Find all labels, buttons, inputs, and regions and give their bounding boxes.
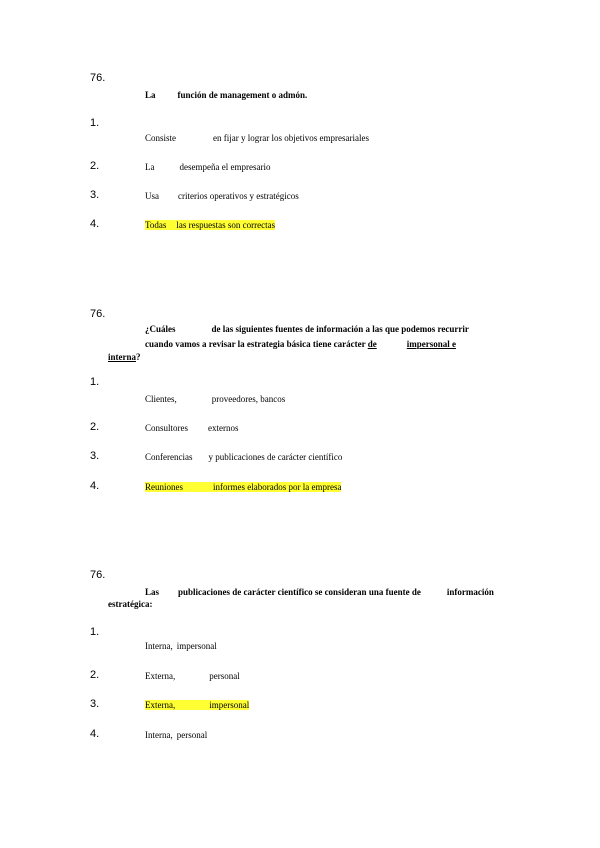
option-label: Consiste (145, 133, 177, 143)
option-label: criterios operativos y estratégicos (178, 191, 299, 201)
question-2-prompt-line-3 (108, 352, 141, 362)
option-label: Externa, (145, 700, 176, 710)
question-1-option-4-correct[interactable] (145, 220, 275, 230)
question-2-option-4-number: 4. (90, 480, 100, 492)
question-3-option-4[interactable] (145, 730, 207, 740)
question-2-option-1-number: 1. (90, 376, 100, 388)
question-2-prompt-underlined: de impersonal e (367, 339, 456, 349)
question-2-prompt-part: de las siguientes fuentes de información a las que podemos recurrir (211, 324, 469, 334)
option-label: Usa (145, 191, 159, 201)
question-1-option-1[interactable] (145, 133, 369, 143)
question-1-option-4-number: 4. (90, 218, 100, 230)
question-2-option-4-correct[interactable] (145, 482, 341, 492)
option-label: Interna, (145, 641, 173, 651)
question-3-prompt-part: publicaciones de carácter científico se consideran una fuente de (178, 587, 421, 597)
option-label: externos (208, 423, 239, 433)
option-label: Consultores (145, 423, 189, 433)
question-1-option-2-number: 2. (90, 160, 100, 172)
question-3-option-3-number: 3. (90, 698, 100, 710)
question-3-option-2-number: 2. (90, 669, 100, 681)
option-label: Externa, (145, 671, 176, 681)
question-3-prompt-line-2 (108, 599, 152, 609)
option-label: Todas (145, 220, 167, 230)
question-1-prompt-part: . (305, 90, 308, 100)
question-2-prompt-part: ¿Cuáles (145, 324, 176, 334)
question-2-option-3[interactable] (145, 452, 342, 462)
question-1-option-3-number: 3. (90, 189, 100, 201)
option-label: personal (209, 671, 240, 681)
question-3-prompt-part: : (149, 599, 153, 609)
question-1-option-1-number: 1. (90, 117, 100, 129)
question-2-option-1[interactable] (145, 394, 285, 404)
option-label: impersonal (176, 641, 217, 651)
question-2-prompt-line-2 (145, 339, 456, 349)
question-3-prompt-line-1 (145, 587, 494, 597)
question-3-option-4-number: 4. (90, 728, 100, 740)
question-1-option-3[interactable] (145, 191, 299, 201)
question-3-option-3-correct[interactable] (145, 700, 249, 710)
question-3-option-1[interactable] (145, 641, 217, 651)
question-2-option-2[interactable] (145, 423, 239, 433)
option-label: Reuniones (145, 482, 183, 492)
option-label: las respuestas son correctas (176, 220, 276, 230)
question-1-prompt-part: La (145, 90, 156, 100)
question-1-option-2[interactable] (145, 162, 270, 172)
question-3-option-2[interactable] (145, 671, 240, 681)
question-2-prompt-line-1 (145, 324, 469, 334)
option-label: La (145, 162, 155, 172)
question-1-prompt (145, 90, 307, 100)
question-2-option-3-number: 3. (90, 450, 100, 462)
question-2-prompt-underlined: interna (108, 352, 136, 362)
question-1-prompt-part: función de management o admón (177, 90, 306, 100)
question-3-prompt-part: información (446, 587, 494, 597)
option-label: impersonal (209, 700, 250, 710)
option-label: desempeña el empresario (179, 162, 271, 172)
option-label: Interna, (145, 730, 173, 740)
option-label: Conferencias (145, 452, 193, 462)
option-label: personal (176, 730, 208, 740)
question-3-prompt-part: estratégica (108, 599, 150, 609)
question-3-prompt-part: Las (145, 587, 160, 597)
option-label: y publicaciones de carácter científico (208, 452, 343, 462)
option-label: Clientes, (145, 394, 177, 404)
question-3-number: 76. (90, 569, 106, 581)
option-label: informes elaborados por la empresa (213, 482, 342, 492)
question-2-prompt-part: cuando vamos a revisar la estrategia básica tiene carácter (145, 339, 366, 349)
option-label: proveedores, bancos (211, 394, 286, 404)
question-2-prompt-part: ? (136, 352, 141, 362)
question-1-number: 76. (90, 72, 106, 84)
question-2-number: 76. (90, 308, 106, 320)
question-3-option-1-number: 1. (90, 626, 100, 638)
question-2-option-2-number: 2. (90, 421, 100, 433)
option-label: en fijar y lograr los objetivos empresariales (213, 133, 369, 143)
